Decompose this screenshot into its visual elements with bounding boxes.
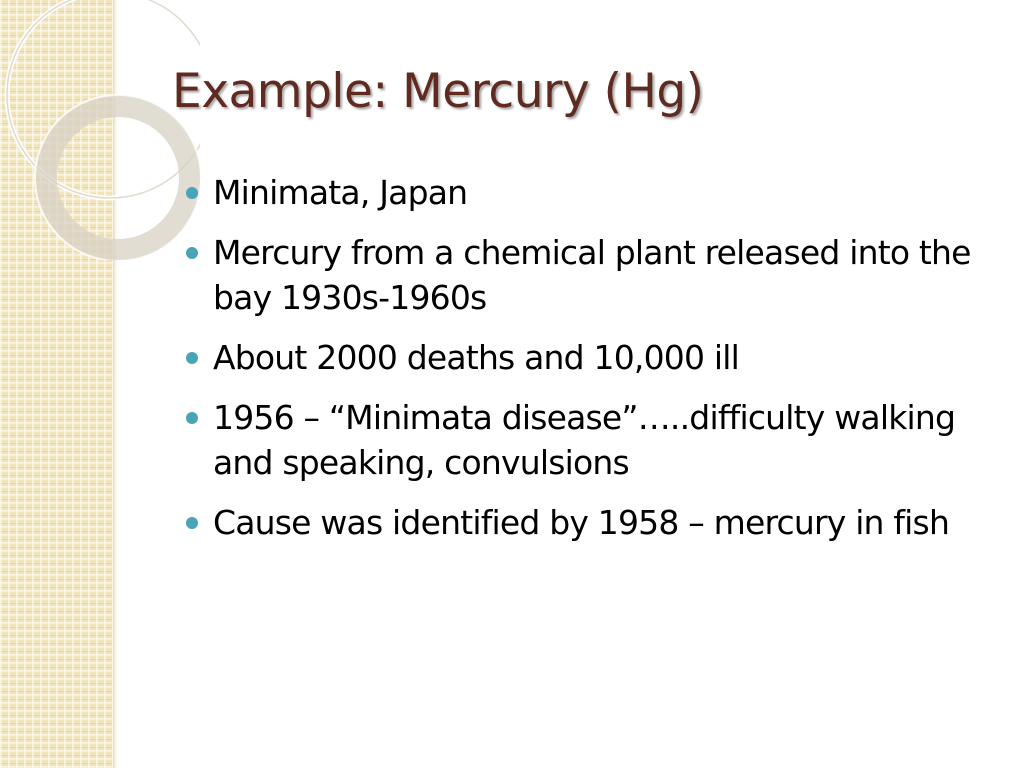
bullet-list	[184, 170, 974, 560]
bullet-text: 1956 – “Minimata disease”…..difficulty walking and speaking, convulsions	[213, 398, 956, 482]
bullet-dot-icon	[186, 412, 198, 424]
bullet-text: Mercury from a chemical plant released into the bay 1930s-1960s	[213, 233, 971, 317]
bullet-dot-icon	[186, 187, 198, 199]
bullet-dot-icon	[186, 517, 198, 529]
bullet-item	[184, 230, 974, 320]
bullet-item	[184, 335, 974, 380]
bullet-item	[184, 500, 974, 545]
bullet-text: Minimata, Japan	[213, 173, 468, 212]
bullet-text: Cause was identified by 1958 – mercury in fish	[213, 503, 950, 542]
sidebar-edge	[113, 0, 117, 768]
sidebar-pattern	[0, 0, 113, 768]
bullet-item	[184, 170, 974, 215]
bullet-text: About 2000 deaths and 10,000 ill	[213, 338, 739, 377]
bullet-dot-icon	[186, 352, 198, 364]
slide-title: Example: Mercury (Hg)	[172, 64, 704, 119]
bullet-item	[184, 395, 974, 485]
bullet-dot-icon	[186, 247, 198, 259]
